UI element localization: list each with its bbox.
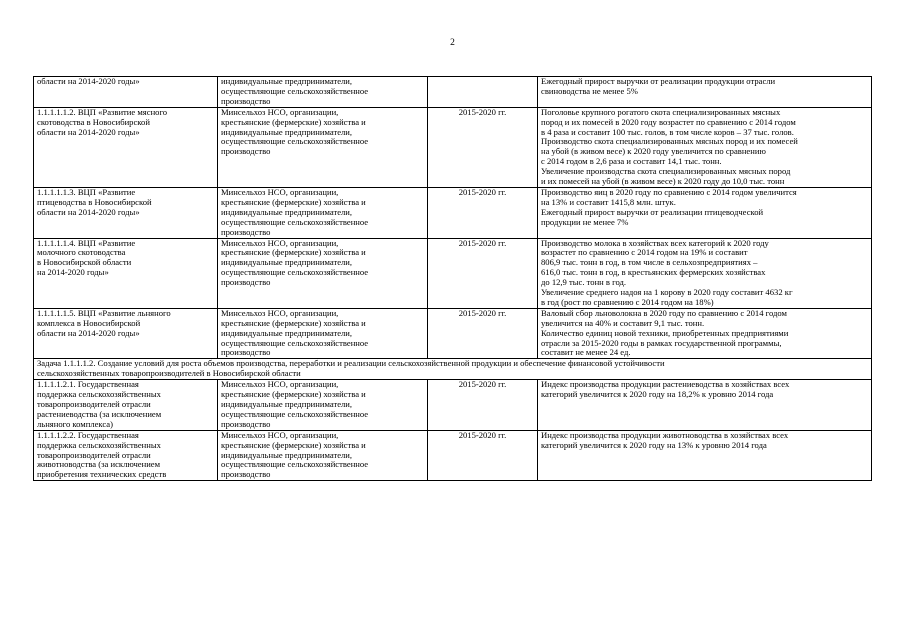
program-cell	[34, 238, 218, 308]
executors-cell-line: индивидуальные предприниматели,	[221, 206, 353, 217]
task-text	[34, 359, 872, 380]
executors-cell	[218, 238, 428, 308]
program-cell-line: поддержка сельскохозяйственных	[37, 389, 161, 400]
executors-cell-line: индивидуальные предприниматели,	[221, 327, 353, 338]
results-cell-line: Ежегодный прирост выручки от реализации птицеводческой	[541, 206, 764, 217]
executors-cell-line: производство	[221, 469, 271, 480]
results-cell-line: Индекс производства продукции животноводства в хозяйствах всех	[541, 430, 789, 440]
executors-cell-line: производство	[221, 347, 271, 358]
results-cell-line: категорий увеличится к 2020 году на 13% к уровню 2014 года	[541, 439, 767, 450]
executors-cell-line: Минсельхоз НСО, организации,	[221, 379, 339, 390]
table-row	[34, 107, 872, 187]
program-cell-line: поддержка сельскохозяйственных	[37, 439, 161, 450]
results-cell	[538, 380, 872, 431]
results-cell	[538, 308, 872, 359]
executors-cell	[218, 308, 428, 359]
task-text-line: Задача 1.1.1.1.2. Создание условий для роста объемов производства, переработки и реализации сельскохозяйственной продукции и обеспечение финансовой устойчивости	[37, 358, 665, 369]
executors-cell-line: производство	[221, 146, 271, 157]
executors-cell	[218, 187, 428, 238]
program-cell	[34, 77, 218, 108]
executors-cell-line: производство	[221, 418, 271, 429]
executors-cell-line: осуществляющие сельскохозяйственное	[221, 216, 369, 227]
results-cell-line: в год (рост по сравнению с 2014 годом на 18%)	[541, 296, 714, 307]
program-cell-line: птицеводства в Новосибирской	[37, 196, 152, 207]
task-row	[34, 359, 872, 380]
results-cell-line: Ежегодный прирост выручки от реализации продукции отрасли	[541, 76, 776, 86]
program-cell	[34, 430, 218, 481]
results-cell-line: Количество единиц новой техники, приобретенных предприятиями	[541, 327, 789, 338]
executors-cell-line: Минсельхоз НСО, организации,	[221, 238, 339, 248]
program-cell-line: 1.1.1.1.2.2. Государственная	[37, 430, 139, 440]
results-cell	[538, 77, 872, 108]
results-cell-line: с 2014 годом в 2,6 раза и составит 14,1 тыс. тонн.	[541, 156, 722, 167]
program-cell-line: области на 2014-2020 годы»	[37, 126, 140, 137]
executors-cell-line: осуществляющие сельскохозяйственное	[221, 459, 369, 470]
task-text-line: сельскохозяйственных товаропроизводителей в Новосибирской области	[37, 368, 301, 379]
executors-cell-line: производство	[221, 95, 271, 106]
executors-cell-line: крестьянские (фермерские) хозяйства и	[221, 317, 366, 328]
program-cell	[34, 107, 218, 187]
executors-cell-line: индивидуальные предприниматели,	[221, 76, 353, 86]
results-cell	[538, 238, 872, 308]
program-cell-line: растениеводства (за исключением	[37, 408, 162, 419]
results-cell-line: категорий увеличится к 2020 году на 18,2% к уровню 2014 года	[541, 389, 774, 400]
program-cell-line: на 2014-2020 годы»	[37, 267, 109, 278]
program-cell-line: 1.1.1.1.1.3. ВЦП «Развитие	[37, 187, 136, 197]
program-cell-line: льняного комплекса)	[37, 418, 113, 429]
executors-cell-line: крестьянские (фермерские) хозяйства и	[221, 116, 366, 127]
program-cell-line: области на 2014-2020 годы»	[37, 206, 140, 217]
executors-cell-line: крестьянские (фермерские) хозяйства и	[221, 247, 366, 258]
results-cell-line: на 13% и составит 1415,8 млн. штук.	[541, 196, 676, 207]
executors-cell	[218, 430, 428, 481]
program-cell-line: комплекса в Новосибирской	[37, 317, 141, 328]
results-cell-line: до 12,9 тыс. тонн в год.	[541, 277, 627, 288]
executors-cell-line: индивидуальные предприниматели,	[221, 257, 353, 268]
program-cell-line: товаропроизводителей отрасли	[37, 449, 151, 460]
executors-cell-line: крестьянские (фермерские) хозяйства и	[221, 196, 366, 207]
executors-cell-line: крестьянские (фермерские) хозяйства и	[221, 439, 366, 450]
results-cell-line: на убой (в живом весе) к 2020 году увеличится по сравнению	[541, 146, 766, 157]
program-cell-line: 1.1.1.1.1.2. ВЦП «Развитие мясного	[37, 107, 168, 117]
program-cell	[34, 187, 218, 238]
program-cell	[34, 308, 218, 359]
executors-cell-line: осуществляющие сельскохозяйственное	[221, 267, 369, 278]
program-cell-line: 1.1.1.1.2.1. Государственная	[37, 379, 139, 390]
executors-cell-line: Минсельхоз НСО, организации,	[221, 187, 339, 197]
results-cell-line: 806,9 тыс. тонн в год, в том числе в сельхозпредприятиях –	[541, 257, 758, 268]
results-cell-line: Производство яиц в 2020 году по сравнению с 2014 годом увеличится	[541, 187, 797, 197]
executors-cell-line: индивидуальные предприниматели,	[221, 126, 353, 137]
executors-cell-line: Минсельхоз НСО, организации,	[221, 308, 339, 318]
program-cell-line: молочного скотоводства	[37, 247, 126, 258]
program-cell-line: в Новосибирской области	[37, 257, 132, 268]
page-number: 2	[450, 38, 455, 48]
table-row	[34, 238, 872, 308]
executors-cell-line: крестьянские (фермерские) хозяйства и	[221, 389, 366, 400]
program-cell-line: области на 2014-2020 годы»	[37, 76, 140, 86]
results-cell-line: свиноводства не менее 5%	[541, 85, 638, 96]
results-cell-line: продукции не менее 7%	[541, 216, 629, 227]
results-cell	[538, 187, 872, 238]
executors-cell	[218, 107, 428, 187]
results-cell-line: 616,0 тыс. тонн в год, в крестьянских фермерских хозяйствах	[541, 267, 766, 278]
period-cell: 2015-2020 гг.	[428, 430, 538, 481]
results-cell-line: Производство молока в хозяйствах всех категорий к 2020 году	[541, 238, 769, 248]
period-cell: 2015-2020 гг.	[428, 107, 538, 187]
executors-cell	[218, 77, 428, 108]
period-cell: 2015-2020 гг.	[428, 187, 538, 238]
results-cell-line: и их помесей на убой (в живом весе) к 2020 году до 10,0 тыс. тонн	[541, 176, 785, 187]
results-cell	[538, 430, 872, 481]
results-cell-line: составит не менее 24 ед.	[541, 347, 631, 358]
results-cell-line: отрасли за 2015-2020 годы в рамках государственной программы,	[541, 337, 782, 348]
program-cell	[34, 380, 218, 431]
table-row	[34, 380, 872, 431]
results-cell-line: пород и их помесей в 2020 году возрастет по сравнению с 2014 годом	[541, 116, 796, 127]
table-row	[34, 308, 872, 359]
results-cell	[538, 107, 872, 187]
executors-cell-line: осуществляющие сельскохозяйственное	[221, 337, 369, 348]
program-cell-line: области на 2014-2020 годы»	[37, 327, 140, 338]
period-cell: 2015-2020 гг.	[428, 308, 538, 359]
results-cell-line: Поголовье крупного рогатого скота специализированных мясных	[541, 107, 781, 117]
program-cell-line: скотоводства в Новосибирской	[37, 116, 150, 127]
results-cell-line: увеличится на 40% и составит 9,1 тыс. тонн.	[541, 317, 705, 328]
program-cell-line: 1.1.1.1.1.4. ВЦП «Развитие	[37, 238, 136, 248]
results-cell-line: Валовый сбор льноволокна в 2020 году по сравнению с 2014 годом	[541, 308, 787, 318]
executors-cell-line: осуществляющие сельскохозяйственное	[221, 85, 369, 96]
results-cell-line: Индекс производства продукции растениеводства в хозяйствах всех	[541, 379, 790, 390]
period-cell: 2015-2020 гг.	[428, 238, 538, 308]
results-cell-line: в 4 раза и составит 100 тыс. голов, в том числе коров – 37 тыс. голов.	[541, 126, 794, 137]
executors-cell-line: производство	[221, 226, 271, 237]
results-cell-line: возрастет по сравнению с 2014 годом на 19% и составит	[541, 247, 748, 258]
results-cell-line: Производство скота специализированных мясных пород и их помесей	[541, 136, 798, 147]
measures-table-body	[34, 77, 872, 481]
program-cell-line: животноводства (за исключением	[37, 459, 161, 470]
program-cell-line: приобретения технических средств	[37, 469, 167, 480]
executors-cell-line: производство	[221, 277, 271, 288]
program-cell-line: 1.1.1.1.1.5. ВЦП «Развитие льняного	[37, 308, 171, 318]
executors-cell-line: Минсельхоз НСО, организации,	[221, 430, 339, 440]
executors-cell-line: Минсельхоз НСО, организации,	[221, 107, 339, 117]
table-row	[34, 77, 872, 108]
table-row	[34, 430, 872, 481]
results-cell-line: Увеличение производства скота специализированных мясных пород	[541, 166, 791, 177]
table-row	[34, 187, 872, 238]
program-cell-line: товаропроизводителей отрасли	[37, 399, 151, 409]
executors-cell-line: индивидуальные предприниматели,	[221, 399, 353, 409]
executors-cell	[218, 380, 428, 431]
executors-cell-line: индивидуальные предприниматели,	[221, 449, 353, 460]
results-cell-line: Увеличение среднего надоя на 1 корову в 2020 году составит 4632 кг	[541, 287, 793, 298]
executors-cell-line: осуществляющие сельскохозяйственное	[221, 408, 369, 419]
period-cell: 2015-2020 гг.	[428, 380, 538, 431]
executors-cell-line: осуществляющие сельскохозяйственное	[221, 136, 369, 147]
measures-table	[33, 76, 872, 481]
period-cell	[428, 77, 538, 108]
